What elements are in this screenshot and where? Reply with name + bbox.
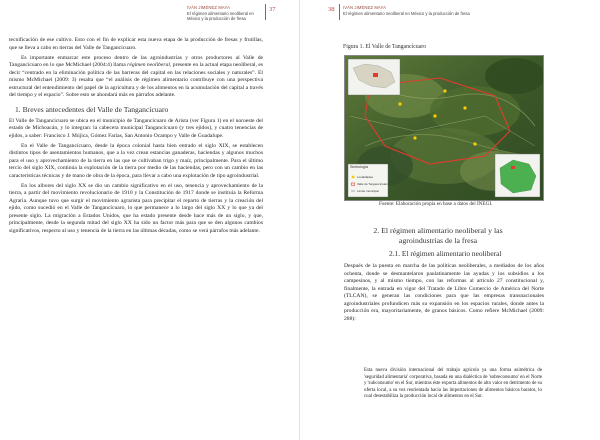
block-quote: Esta nueva división internacional del trabajo agrícola ya una forma asimétrica de 'seguridad alimentaria' corporativa, basada en una dialéctica de 'sobreconsumo' en el Norte y 'subconsumo' en el Sur, mientras éste exporta alimentos de alto valor en detrimento de su oferta local, a su vez reorientada hacia las importaciones de alimentos básicos baratos, lo cual desestabiliza la producción local de alimentos en el Sur. <box>364 368 542 400</box>
text-column <box>9 37 263 238</box>
emphasis-term: régimen neoliberal <box>127 62 170 68</box>
legend-title: Simbología <box>350 165 368 169</box>
paragraph: En los albores del siglo XX se dio un cambio significativo en el uso, tenencia y aprovechamiento de la tierra, a partir del movimiento revolucionario de 1910 y la Constitución de 1917 donde se instituía la Reforma Agraria. Aunque tuvo que surgir el movimiento agrarista para precipitar el reparto de tierras y la creación del ejido, como sucedió en el Valle de Tangancícuaro, lo que permanece a lo largo del siglo XX y lo que ya del presente siglo. La migración a Estados Unidos, que ha estado presente desde hace más de un siglo, y que, principalmente, desde la segunda mitad del siglo XX ha sido un factor más para que se den algunos cambios significativos, respecto al uso y tenencia de la tierra en las últimas décadas, como se verá párrafos más adelante. <box>9 182 263 234</box>
legend-item: Valle de Tangancícuaro <box>357 182 389 186</box>
text-column <box>344 263 544 326</box>
header-author: IVÁN JIMÉNEZ MAYA <box>343 5 386 10</box>
header-author: IVÁN JIMÉNEZ MAYA <box>187 5 230 10</box>
header-divider <box>339 4 340 20</box>
page-number: 38 <box>328 6 335 13</box>
map-image <box>345 56 543 200</box>
paragraph: Es importante enmarcar este proceso dentro de las agroindustrias y otros productores al Valle de Tangancícuaro en lo que McMichael (2004:4) llama régimen neoliberal, presente en la actual etapa neoliberal, es decir “centrado en la eliminación política de las barreras del capital en las relaciones sociales y naturales”. El mismo McMichael (2009: 3) resalta que “el análisis de régimen alimentario contribuye con una perspectiva estructural del entendimiento del papel de la agricultura y de los alimentos en la acumulación del capital a través del tiempo y el espacio”. Sobre esto se ahondará más en párrafos adelante. <box>9 54 263 98</box>
page-number: 37 <box>269 6 276 13</box>
legend-item: Localidades <box>357 175 374 179</box>
header-divider <box>265 4 266 20</box>
legend-item: Límite municipal <box>357 189 379 193</box>
paragraph: El Valle de Tangancícuaro se ubica en el municipio de Tangancícuaro de Arista (ver Figura 1) en el noroeste del estado de Michoacán, y lo integran: la cabecera municipal Tangancícuaro (y tres ejidos), y cuatro tenencias de ejidos, a saber: Francisco J. Mújica, Gómez Farías, San Antonio Ocampo y Valle de Guadalupe. <box>9 117 263 139</box>
paragraph: tecnificación de ese cultivo. Esto con el fin de explicar esta nueva etapa de la producción de fresas y frutillas, que se lleva a cabo en tierras del Valle de Tangancícuaro. <box>9 37 263 51</box>
paragraph: En el Valle de Tangancícuaro, desde la época colonial hasta bien entrado el siglo XIX, se establecen distintos tipos de asentamientos humanos, que a la vez crean estancias ganaderas, haciendas y algunos muchos para el uso y aprovechamiento de la tierra en las que se cultivaban trigo y maíz, principalmente. Para el último tercio del siglo XIX, continúa la explotación de la tierra por medio de las haciendas, pero con un cambio en las características técnicas y de mano de obra de la época, para llevar a cabo una explotación de tipo agroindustrial. <box>9 142 263 179</box>
paragraph: Después de la puesta en marcha de las políticas neoliberales, a mediados de los años ochenta, donde se desmantelaron paulatinamente las ayudas y los subsidios a los campesinos, y al mismo tiempo, con las reformas al artículo 27 constitucional y, finalmente, la entrada en vigor del Tratado de Libre Comercio de América del Norte (TLCAN), se generan las condiciones para que las empresas transnacionales agroindustriales profundicen más su expansión en los espacios rurales, donde antes la producción era, mayoritariamente, de granos básicos. Como refiere McMichael (2009: 288): <box>344 263 544 322</box>
section-heading: 1. Breves antecedentes del Valle de Tangancícuaro <box>15 104 169 114</box>
running-header <box>343 5 503 16</box>
section-heading: 2. El régimen alimentario neoliberal y las agroindustrias de la fresa <box>373 226 503 245</box>
satellite-map-figure <box>344 55 544 201</box>
figure-source: Fuente: Elaboración propia en base a datos del INEGI. <box>379 201 493 207</box>
header-title: El régimen alimentario neoliberal en México y la producción de fresa <box>343 10 470 16</box>
header-title: El régimen alimentario neoliberal en México y la producción de fresa <box>187 10 254 22</box>
subsection-heading: 2.1. El régimen alimentario neoliberal <box>389 249 502 258</box>
figure-caption: Figura 1. El Valle de Tangancícuaro <box>343 44 427 50</box>
running-header <box>187 5 265 22</box>
